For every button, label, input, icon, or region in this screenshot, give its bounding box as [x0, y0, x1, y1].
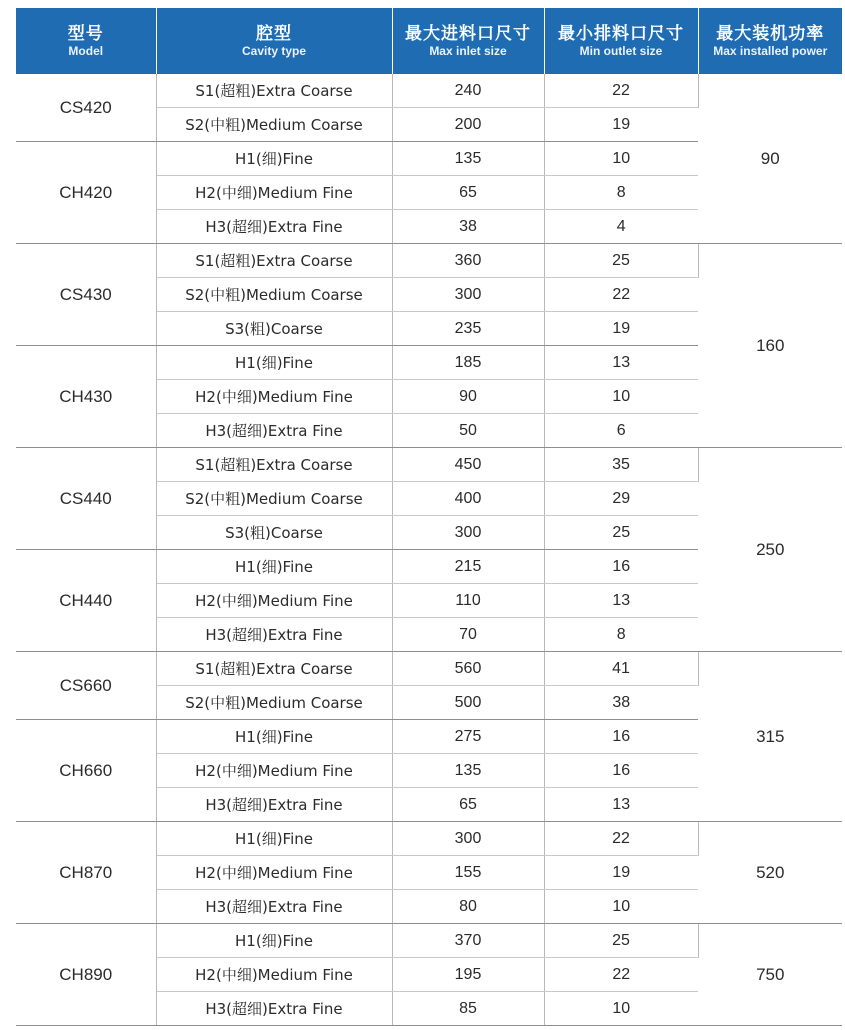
model-cell: CH420 [16, 142, 156, 244]
inlet-cell: 195 [392, 958, 544, 992]
cavity-cell: S3(粗)Coarse [156, 312, 392, 346]
cavity-cell: S2(中粗)Medium Coarse [156, 278, 392, 312]
inlet-cell: 300 [392, 822, 544, 856]
inlet-cell: 200 [392, 108, 544, 142]
outlet-cell: 16 [544, 720, 698, 754]
header-model-en: Model [68, 44, 104, 58]
outlet-cell: 10 [544, 992, 698, 1026]
header-cavity [156, 8, 392, 74]
inlet-cell: 235 [392, 312, 544, 346]
model-cell: CS660 [16, 652, 156, 720]
cavity-cell: H3(超细)Extra Fine [156, 890, 392, 924]
header-power [698, 8, 842, 74]
inlet-cell: 185 [392, 346, 544, 380]
outlet-cell: 25 [544, 924, 698, 958]
outlet-cell: 22 [544, 278, 698, 312]
cavity-cell: H2(中细)Medium Fine [156, 754, 392, 788]
inlet-cell: 450 [392, 448, 544, 482]
power-cell: 160 [698, 244, 842, 448]
model-cell: CH660 [16, 720, 156, 822]
model-cell: CS420 [16, 74, 156, 142]
inlet-cell: 50 [392, 414, 544, 448]
inlet-cell: 240 [392, 74, 544, 108]
cavity-cell: H3(超细)Extra Fine [156, 210, 392, 244]
cavity-cell: S3(粗)Coarse [156, 516, 392, 550]
cavity-cell: H1(细)Fine [156, 346, 392, 380]
cavity-cell: H3(超细)Extra Fine [156, 992, 392, 1026]
spec-body [16, 74, 842, 1026]
outlet-cell: 8 [544, 618, 698, 652]
outlet-cell: 13 [544, 788, 698, 822]
outlet-cell: 16 [544, 550, 698, 584]
inlet-cell: 80 [392, 890, 544, 924]
outlet-cell: 10 [544, 890, 698, 924]
inlet-cell: 70 [392, 618, 544, 652]
cavity-cell: S1(超粗)Extra Coarse [156, 448, 392, 482]
inlet-cell: 110 [392, 584, 544, 618]
model-cell: CS430 [16, 244, 156, 346]
cavity-cell: H3(超细)Extra Fine [156, 414, 392, 448]
cavity-cell: H2(中细)Medium Fine [156, 176, 392, 210]
inlet-cell: 275 [392, 720, 544, 754]
outlet-cell: 22 [544, 822, 698, 856]
table-row [16, 652, 842, 686]
cavity-cell: H2(中细)Medium Fine [156, 584, 392, 618]
power-cell: 90 [698, 74, 842, 244]
header-outlet [544, 8, 698, 74]
cavity-cell: S1(超粗)Extra Coarse [156, 652, 392, 686]
cavity-cell: H3(超细)Extra Fine [156, 788, 392, 822]
table-row [16, 448, 842, 482]
outlet-cell: 10 [544, 380, 698, 414]
model-cell: CH430 [16, 346, 156, 448]
header-outlet-zh: 最小排料口尺寸 [558, 24, 684, 44]
model-cell: CH870 [16, 822, 156, 924]
cavity-cell: S2(中粗)Medium Coarse [156, 482, 392, 516]
header-row [16, 8, 842, 74]
header-outlet-en: Min outlet size [579, 44, 663, 58]
outlet-cell: 8 [544, 176, 698, 210]
outlet-cell: 13 [544, 584, 698, 618]
outlet-cell: 10 [544, 142, 698, 176]
inlet-cell: 90 [392, 380, 544, 414]
inlet-cell: 65 [392, 176, 544, 210]
outlet-cell: 25 [544, 244, 698, 278]
cavity-cell: H3(超细)Extra Fine [156, 618, 392, 652]
power-cell: 250 [698, 448, 842, 652]
header-cavity-zh: 腔型 [256, 24, 292, 44]
cavity-cell: S1(超粗)Extra Coarse [156, 74, 392, 108]
header-power-zh: 最大装机功率 [716, 24, 825, 44]
outlet-cell: 16 [544, 754, 698, 788]
header-power-en: Max installed power [713, 44, 828, 58]
inlet-cell: 135 [392, 142, 544, 176]
cavity-cell: S2(中粗)Medium Coarse [156, 686, 392, 720]
header-inlet-en: Max inlet size [429, 44, 507, 58]
outlet-cell: 19 [544, 856, 698, 890]
cavity-cell: H2(中细)Medium Fine [156, 380, 392, 414]
outlet-cell: 19 [544, 312, 698, 346]
outlet-cell: 38 [544, 686, 698, 720]
inlet-cell: 38 [392, 210, 544, 244]
outlet-cell: 13 [544, 346, 698, 380]
outlet-cell: 6 [544, 414, 698, 448]
header-model [16, 8, 156, 74]
table-row [16, 924, 842, 958]
inlet-cell: 360 [392, 244, 544, 278]
inlet-cell: 215 [392, 550, 544, 584]
cavity-cell: H2(中细)Medium Fine [156, 958, 392, 992]
inlet-cell: 560 [392, 652, 544, 686]
cavity-cell: H1(细)Fine [156, 924, 392, 958]
header-inlet [392, 8, 544, 74]
cavity-cell: H1(细)Fine [156, 550, 392, 584]
cavity-cell: H1(细)Fine [156, 720, 392, 754]
inlet-cell: 300 [392, 516, 544, 550]
cavity-cell: H1(细)Fine [156, 142, 392, 176]
inlet-cell: 500 [392, 686, 544, 720]
header-inlet-zh: 最大进料口尺寸 [405, 24, 531, 44]
inlet-cell: 65 [392, 788, 544, 822]
outlet-cell: 4 [544, 210, 698, 244]
outlet-cell: 41 [544, 652, 698, 686]
power-cell: 315 [698, 652, 842, 822]
outlet-cell: 22 [544, 958, 698, 992]
table-row [16, 822, 842, 856]
cavity-cell: H1(细)Fine [156, 822, 392, 856]
table-row [16, 74, 842, 108]
power-cell: 520 [698, 822, 842, 924]
inlet-cell: 300 [392, 278, 544, 312]
inlet-cell: 370 [392, 924, 544, 958]
cavity-cell: H2(中细)Medium Fine [156, 856, 392, 890]
table-row [16, 244, 842, 278]
inlet-cell: 400 [392, 482, 544, 516]
power-cell: 750 [698, 924, 842, 1026]
spec-table [16, 8, 842, 1026]
outlet-cell: 35 [544, 448, 698, 482]
header-cavity-en: Cavity type [241, 44, 307, 58]
outlet-cell: 29 [544, 482, 698, 516]
inlet-cell: 155 [392, 856, 544, 890]
inlet-cell: 85 [392, 992, 544, 1026]
cavity-cell: S2(中粗)Medium Coarse [156, 108, 392, 142]
outlet-cell: 25 [544, 516, 698, 550]
outlet-cell: 22 [544, 74, 698, 108]
model-cell: CH440 [16, 550, 156, 652]
model-cell: CH890 [16, 924, 156, 1026]
inlet-cell: 135 [392, 754, 544, 788]
outlet-cell: 19 [544, 108, 698, 142]
model-cell: CS440 [16, 448, 156, 550]
header-model-zh: 型号 [67, 24, 104, 44]
cavity-cell: S1(超粗)Extra Coarse [156, 244, 392, 278]
